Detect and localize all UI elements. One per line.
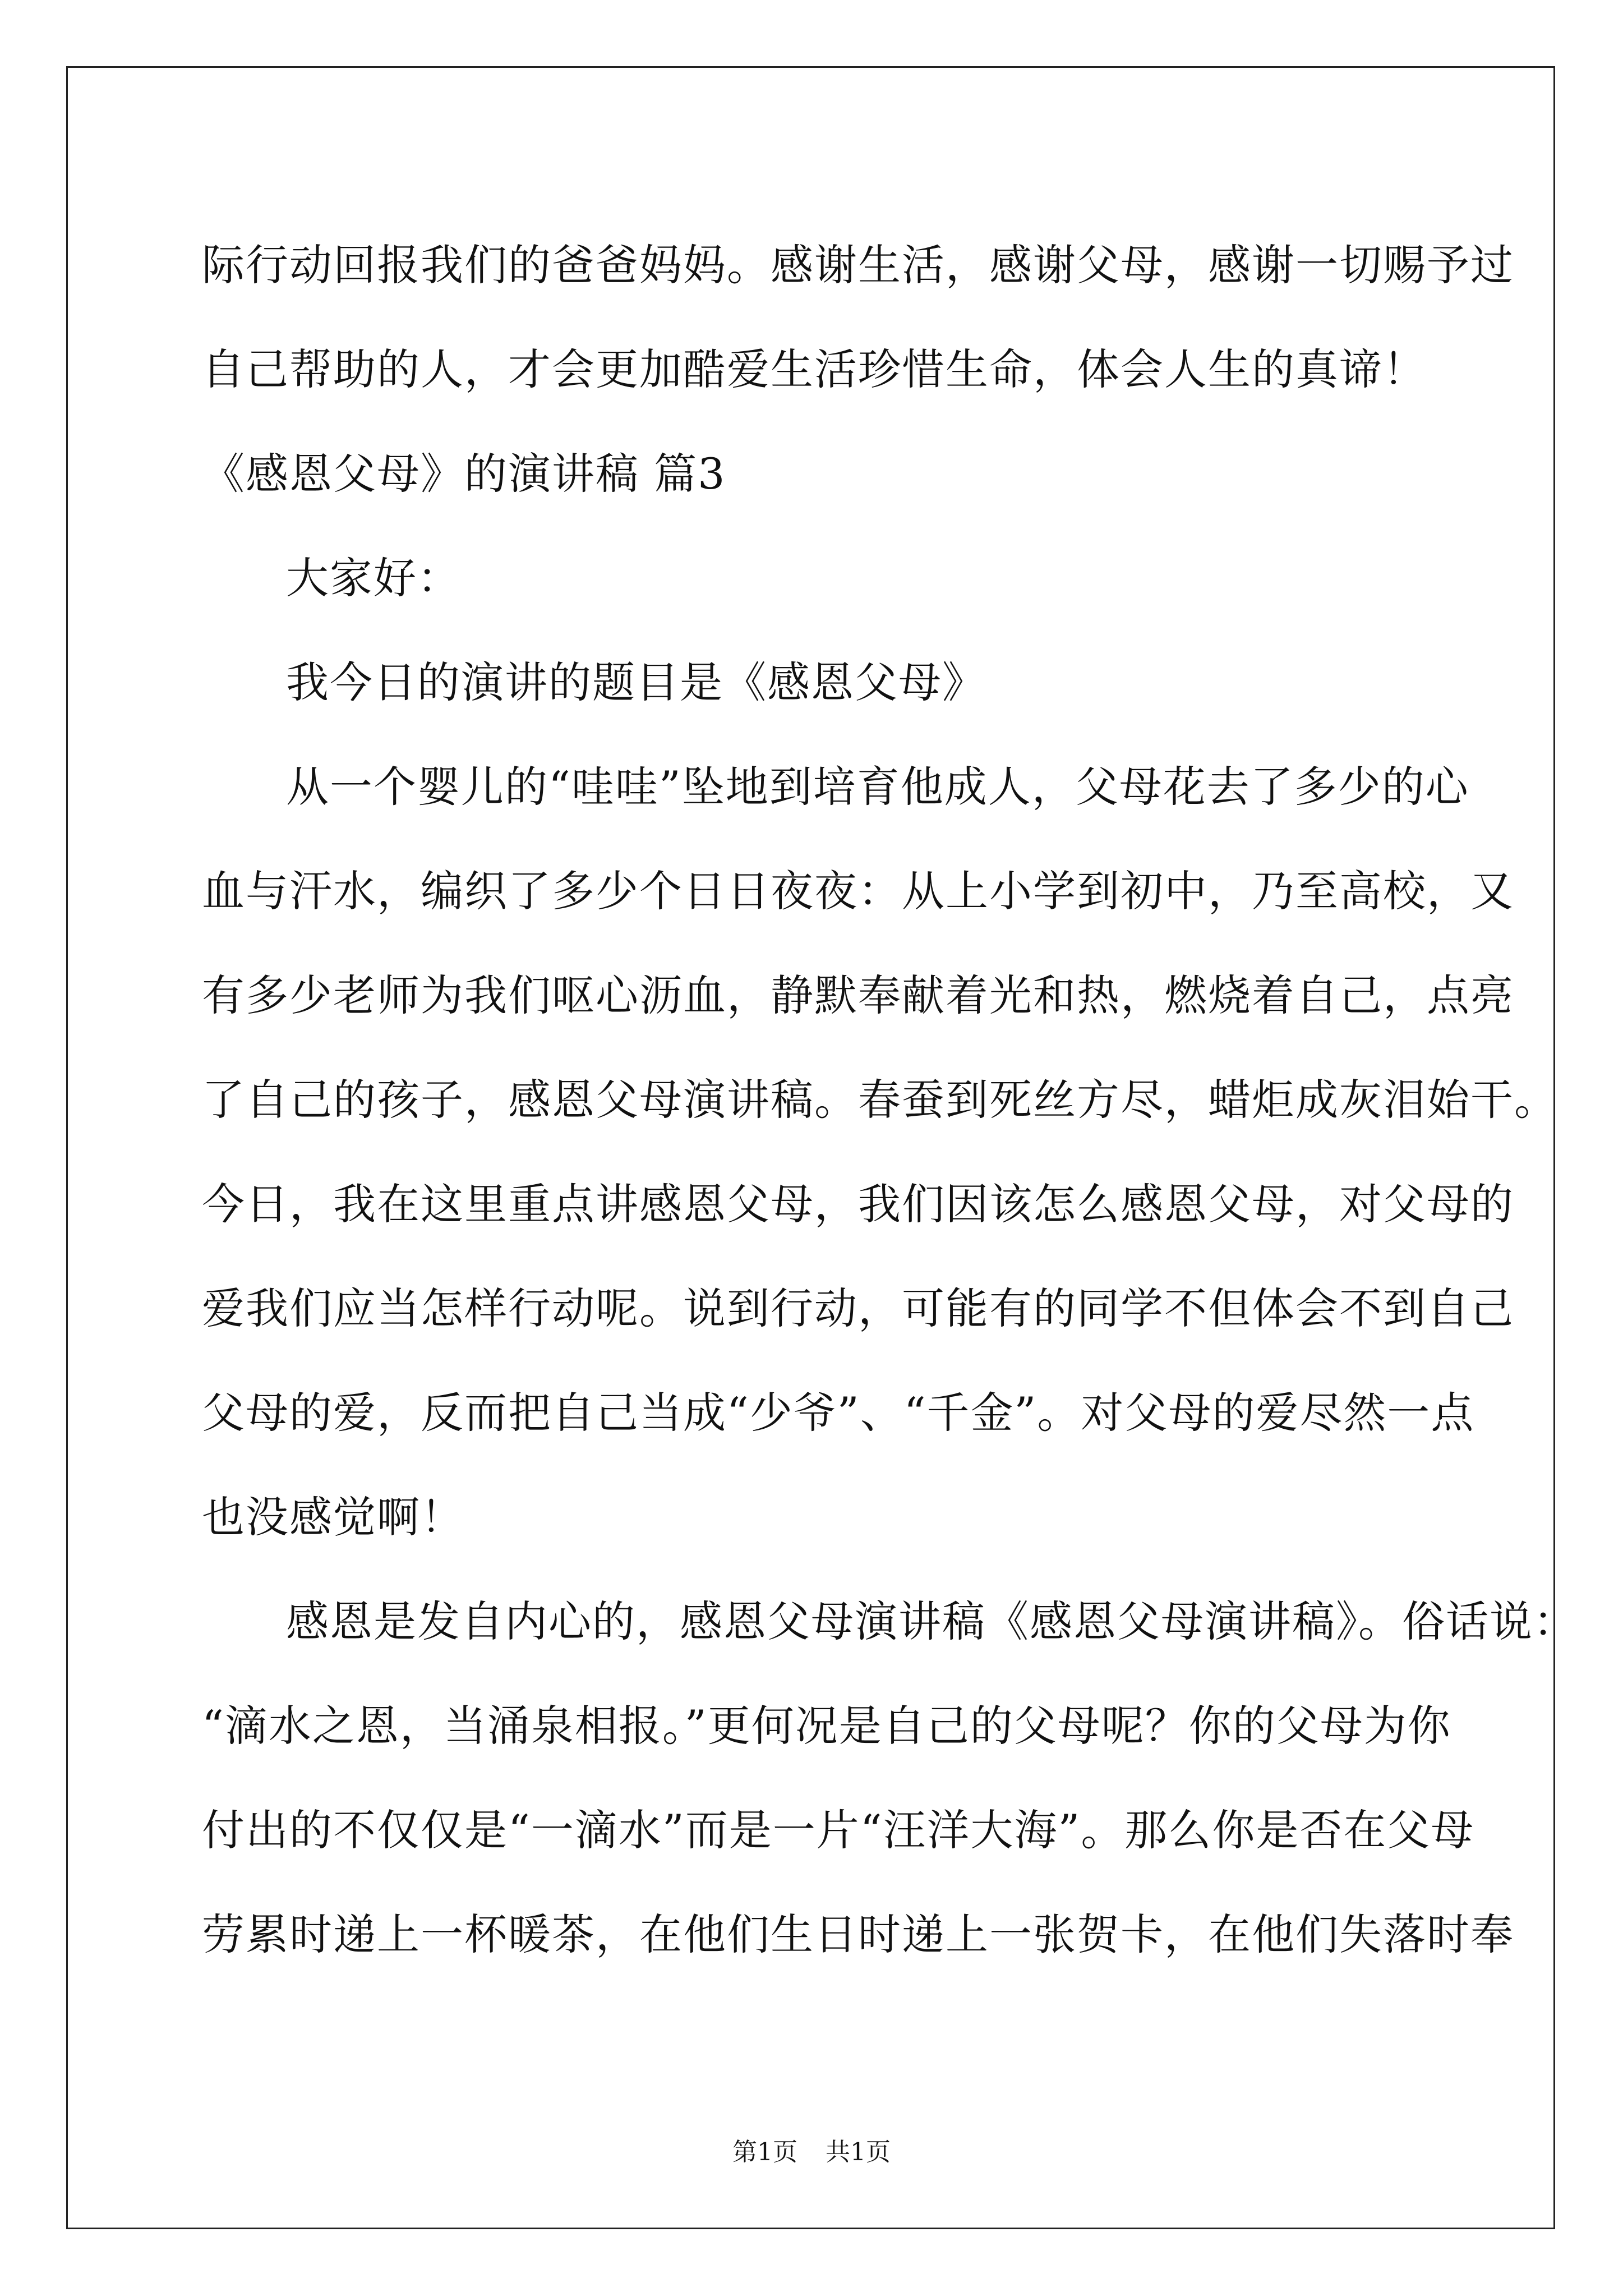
text-line: 劳累时递上一杯暖茶，在他们生日时递上一张贺卡，在他们失落时奉 (202, 1910, 1514, 1959)
document-body (202, 213, 1577, 1987)
text-line: 父母的爱，反而把自己当成“少爷”、“千金”。对父母的爱尽然一点 (202, 1388, 1475, 1438)
text-line: “滴水之恩，当涌泉相报。”更何况是自己的父母呢？你的父母为你 (202, 1701, 1451, 1751)
text-line: 从一个婴儿的“哇哇”坠地到培育他成人，父母花去了多少的心 (286, 762, 1469, 812)
section-heading: 《感恩父母》的演讲稿 篇3 (202, 449, 726, 499)
text-line: 付出的不仅仅是“一滴水”而是一片“汪洋大海”。那么你是否在父母 (202, 1805, 1475, 1855)
text-line: 有多少老师为我们呕心沥血，静默奉献着光和热，燃烧着自己，点亮 (202, 970, 1514, 1020)
text-line: 今日，我在这里重点讲感恩父母，我们因该怎么感恩父母，对父母的 (202, 1179, 1514, 1229)
text-line: 了自己的孩子，感恩父母演讲稿。春蚕到死丝方尽，蜡炬成灰泪始干。 (202, 1075, 1558, 1125)
page-number-total: 共1页 (826, 2138, 891, 2166)
text-line: 感恩是发自内心的，感恩父母演讲稿《感恩父母演讲稿》。俗话说： (286, 1596, 1577, 1646)
text-line: 际行动回报我们的爸爸妈妈。感谢生活，感谢父母，感谢一切赐予过 (202, 240, 1514, 290)
text-line: 我今日的演讲的题目是《感恩父母》 (286, 657, 986, 707)
page-number-current: 第1页 (732, 2138, 797, 2166)
text-line: 爱我们应当怎样行动呢。说到行动，可能有的同学不但体会不到自己 (202, 1283, 1514, 1333)
text-line: 血与汗水，编织了多少个日日夜夜：从上小学到初中，乃至高校，又 (202, 866, 1514, 916)
greeting-line: 大家好： (286, 553, 461, 603)
page-footer (0, 2132, 1623, 2168)
text-line: 也没感觉啊！ (202, 1492, 464, 1542)
text-line: 自己帮助的人，才会更加酷爱生活珍惜生命，体会人生的真谛！ (202, 344, 1427, 394)
